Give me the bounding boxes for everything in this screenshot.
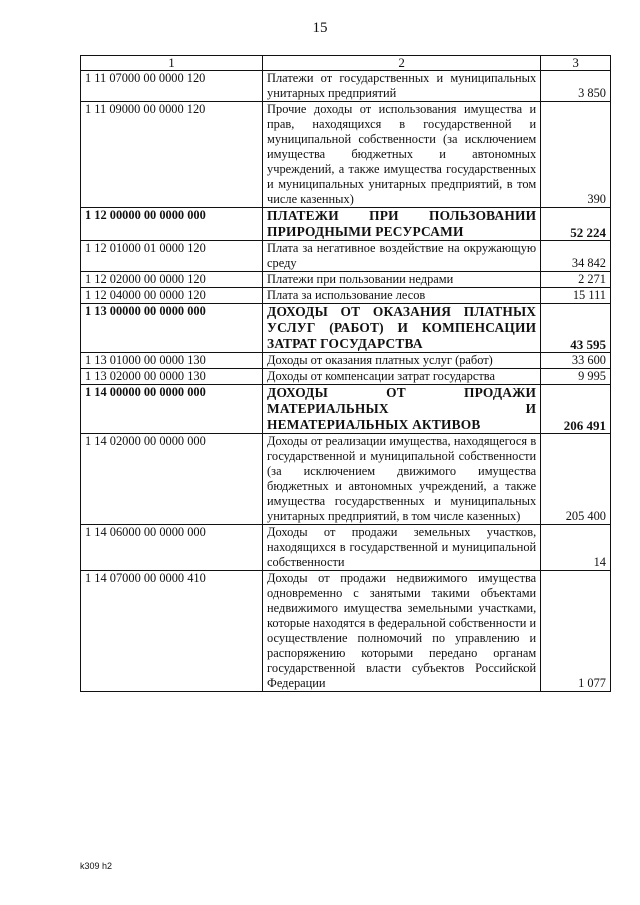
table-row	[81, 525, 611, 571]
table-row	[81, 241, 611, 272]
revenue-amount-cell: 34 842	[541, 241, 611, 272]
table-row	[81, 571, 611, 692]
revenue-code-cell: 1 14 00000 00 0000 000	[81, 385, 263, 434]
revenue-code-cell: 1 12 00000 00 0000 000	[81, 208, 263, 241]
budget-revenue-table	[80, 55, 611, 692]
table-row	[81, 272, 611, 288]
column-header-3: 3	[541, 56, 611, 71]
revenue-description-cell: Доходы от продажи недвижимого имущества одновременно с занятыми такими объектами недвижимого имущества земельными участками, которые находятся в федеральной собственности и осуществление полномочий по управлению и распоряжению которыми передано органам государственной власти субъектов Российской Федерации	[263, 571, 541, 692]
footer-mark: k309 h2	[80, 861, 113, 871]
revenue-description-cell: Доходы от оказания платных услуг (работ)	[263, 353, 541, 369]
table-header-row	[81, 56, 611, 71]
revenue-amount-cell: 52 224	[541, 208, 611, 241]
revenue-description-cell: Доходы от компенсации затрат государства	[263, 369, 541, 385]
revenue-amount-cell: 2 271	[541, 272, 611, 288]
revenue-amount-cell: 3 850	[541, 71, 611, 102]
page-number: 15	[312, 20, 328, 36]
revenue-description-cell: ПЛАТЕЖИ ПРИ ПОЛЬЗОВАНИИ ПРИРОДНЫМИ РЕСУРСАМИ	[263, 208, 541, 241]
revenue-description-cell: ДОХОДЫ ОТ ОКАЗАНИЯ ПЛАТНЫХ УСЛУГ (РАБОТ) И КОМПЕНСАЦИИ ЗАТРАТ ГОСУДАРСТВА	[263, 304, 541, 353]
revenue-description-cell: Плата за негативное воздействие на окружающую среду	[263, 241, 541, 272]
revenue-code-cell: 1 12 02000 00 0000 120	[81, 272, 263, 288]
revenue-code-cell: 1 14 02000 00 0000 000	[81, 434, 263, 525]
revenue-description-cell: Доходы от реализации имущества, находящегося в государственной и муниципальной собственности (за исключением движимого имущества бюджетных и автономных учреждений, а также имущества государственных и муниципальных унитарных предприятий, в том числе казенных)	[263, 434, 541, 525]
revenue-description-cell: Прочие доходы от использования имущества и прав, находящихся в государственной и муниципальной собственности (за исключением имущества бюджетных и автономных учреждений, а также имущества государственных и муниципальных унитарных предприятий, в том числе казенных)	[263, 102, 541, 208]
revenue-code-cell: 1 14 06000 00 0000 000	[81, 525, 263, 571]
column-header-1: 1	[81, 56, 263, 71]
revenue-code-cell: 1 11 09000 00 0000 120	[81, 102, 263, 208]
table-body	[81, 56, 611, 692]
table-row	[81, 304, 611, 353]
revenue-description-cell: Платежи при пользовании недрами	[263, 272, 541, 288]
revenue-amount-cell: 33 600	[541, 353, 611, 369]
revenue-amount-cell: 206 491	[541, 385, 611, 434]
table-row	[81, 353, 611, 369]
table-row	[81, 434, 611, 525]
revenue-amount-cell: 1 077	[541, 571, 611, 692]
revenue-code-cell: 1 11 07000 00 0000 120	[81, 71, 263, 102]
table-row	[81, 369, 611, 385]
revenue-code-cell: 1 12 01000 01 0000 120	[81, 241, 263, 272]
revenue-code-cell: 1 14 07000 00 0000 410	[81, 571, 263, 692]
revenue-code-cell: 1 13 00000 00 0000 000	[81, 304, 263, 353]
revenue-description-cell: Плата за использование лесов	[263, 288, 541, 304]
table-row	[81, 102, 611, 208]
revenue-description-cell: Платежи от государственных и муниципальных унитарных предприятий	[263, 71, 541, 102]
revenue-code-cell: 1 12 04000 00 0000 120	[81, 288, 263, 304]
revenue-code-cell: 1 13 01000 00 0000 130	[81, 353, 263, 369]
table-row	[81, 385, 611, 434]
revenue-code-cell: 1 13 02000 00 0000 130	[81, 369, 263, 385]
table-row	[81, 71, 611, 102]
column-header-2: 2	[263, 56, 541, 71]
revenue-description-cell: Доходы от продажи земельных участков, находящихся в государственной и муниципальной собственности	[263, 525, 541, 571]
revenue-amount-cell: 43 595	[541, 304, 611, 353]
revenue-description-cell: ДОХОДЫ ОТ ПРОДАЖИ МАТЕРИАЛЬНЫХ И НЕМАТЕРИАЛЬНЫХ АКТИВОВ	[263, 385, 541, 434]
table-row	[81, 208, 611, 241]
revenue-amount-cell: 9 995	[541, 369, 611, 385]
table-row	[81, 288, 611, 304]
revenue-amount-cell: 15 111	[541, 288, 611, 304]
revenue-amount-cell: 14	[541, 525, 611, 571]
revenue-amount-cell: 205 400	[541, 434, 611, 525]
revenue-amount-cell: 390	[541, 102, 611, 208]
